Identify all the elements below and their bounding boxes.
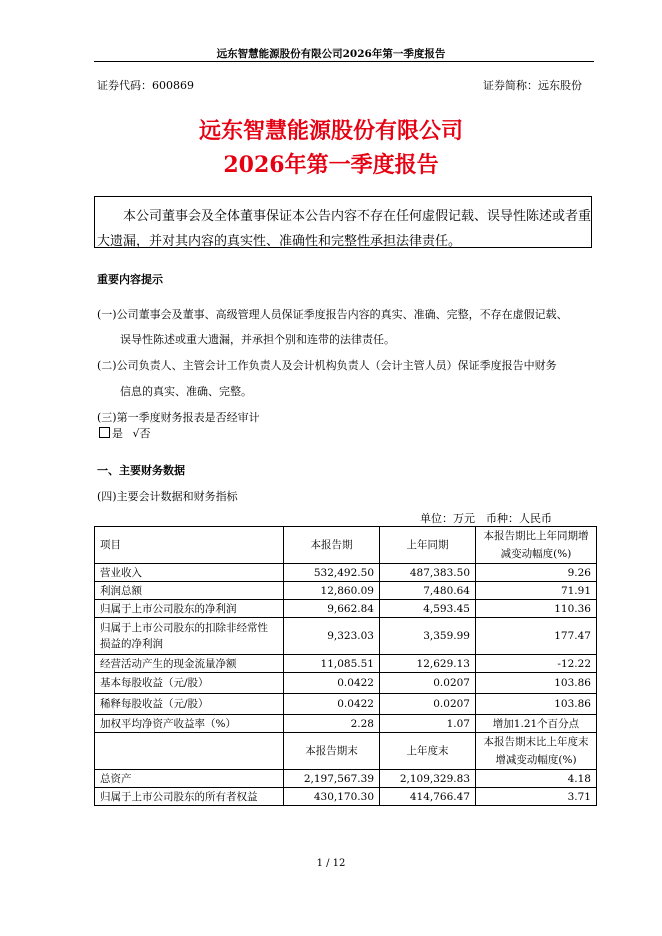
highlight-item-1-cont: 误导性陈述或重大遗漏，并承担个别和连带的法律责任。: [120, 333, 395, 346]
report-title: 2026年第一季度报告: [223, 152, 439, 178]
header-cell: 本报告期末比上年度末增减变动幅度(%): [476, 733, 597, 770]
stock-short-name: 证券简称：远东股份: [483, 79, 582, 92]
section-subheading: (四)主要会计数据和财务指标: [97, 490, 238, 503]
cell-value: 103.86: [476, 694, 597, 715]
cell-value: 532,492.50: [284, 564, 380, 582]
cell-value: 71.91: [476, 582, 597, 600]
audit-answer: [99, 425, 151, 441]
cell-value: 0.0207: [380, 673, 476, 694]
header-cell: 本报告期: [284, 527, 380, 564]
row-label: 总资产: [95, 770, 284, 788]
cell-value: 增加1.21个百分点: [476, 715, 597, 733]
cell-value: -12.22: [476, 655, 597, 673]
table-row: [95, 673, 597, 694]
highlight-item-2: (二)公司负责人、主管会计工作负责人及会计机构负责人（会计主管人员）保证季度报告中财务: [97, 359, 557, 372]
highlight-item-1: (一)公司董事会及董事、高级管理人员保证季度报告内容的真实、准确、完整，不存在虚假记载、: [97, 308, 568, 321]
running-header: 远东智慧能源股份有限公司2026年第一季度报告: [216, 48, 446, 60]
cell-value: 3.71: [476, 788, 597, 806]
header-cell: 项目: [95, 527, 284, 564]
cell-value: 4,593.45: [380, 600, 476, 618]
row-label: 稀释每股收益（元/股）: [95, 694, 284, 715]
cell-value: 1.07: [380, 715, 476, 733]
cell-value: 3,359.99: [380, 618, 476, 655]
highlight-item-3: (三)第一季度财务报表是否经审计: [97, 411, 260, 424]
table-row: [95, 715, 597, 733]
header-cell: [95, 733, 284, 770]
row-label: 加权平均净资产收益率（%）: [95, 715, 284, 733]
header-cell: 本报告期末: [284, 733, 380, 770]
cell-value: 0.0422: [284, 694, 380, 715]
table-row: [95, 564, 597, 582]
header-cell: 上年同期: [380, 527, 476, 564]
row-label: 经营活动产生的现金流量净额: [95, 655, 284, 673]
table-row: [95, 694, 597, 715]
checkbox-yes: [99, 427, 110, 438]
cell-value: 4.18: [476, 770, 597, 788]
no-checked-label: √否: [132, 427, 151, 440]
cell-value: 11,085.51: [284, 655, 380, 673]
cell-value: 2.28: [284, 715, 380, 733]
cell-value: 9,662.84: [284, 600, 380, 618]
cell-value: 2,197,567.39: [284, 770, 380, 788]
cell-value: 487,383.50: [380, 564, 476, 582]
cell-value: 177.47: [476, 618, 597, 655]
row-label: 归属于上市公司股东的扣除非经常性损益的净利润: [95, 618, 284, 655]
table-row: [95, 770, 597, 788]
table-header-row: [95, 527, 597, 564]
yes-label: 是: [112, 427, 123, 440]
row-label: 归属于上市公司股东的净利润: [95, 600, 284, 618]
cell-value: 12,629.13: [380, 655, 476, 673]
company-title: 远东智慧能源股份有限公司: [198, 118, 463, 144]
cell-value: 0.0207: [380, 694, 476, 715]
page-number: 1 / 12: [316, 858, 346, 869]
stock-code: 证券代码：600869: [97, 79, 194, 92]
row-label: 归属于上市公司股东的所有者权益: [95, 788, 284, 806]
cell-value: 0.0422: [284, 673, 380, 694]
header-rule: [94, 61, 594, 62]
header-cell: 上年度末: [380, 733, 476, 770]
financial-data-table: [94, 526, 597, 806]
unit-currency-label: 单位：万元 币种：人民币: [420, 512, 552, 525]
board-notice-text: 本公司董事会及全体董事保证本公告内容不存在任何虚假记载、误导性陈述或者重大遗漏，并对其内容的真实性、准确性和完整性承担法律责任。: [97, 209, 592, 249]
table-row: [95, 788, 597, 806]
cell-value: 7,480.64: [380, 582, 476, 600]
table-row: [95, 618, 597, 655]
section-heading: 一、主要财务数据: [97, 464, 185, 477]
cell-value: 2,109,329.83: [380, 770, 476, 788]
row-label: 营业收入: [95, 564, 284, 582]
table-row: [95, 655, 597, 673]
row-label: 基本每股收益（元/股）: [95, 673, 284, 694]
board-notice-box: [94, 196, 592, 248]
table-row: [95, 600, 597, 618]
cell-value: 414,766.47: [380, 788, 476, 806]
highlight-item-2-cont: 信息的真实、准确、完整。: [120, 385, 252, 398]
highlights-heading: 重要内容提示: [97, 273, 163, 286]
cell-value: 430,170.30: [284, 788, 380, 806]
row-label: 利润总额: [95, 582, 284, 600]
cell-value: 110.36: [476, 600, 597, 618]
cell-value: 12,860.09: [284, 582, 380, 600]
cell-value: 103.86: [476, 673, 597, 694]
header-cell: 本报告期比上年同期增减变动幅度(%): [476, 527, 597, 564]
cell-value: 9,323.03: [284, 618, 380, 655]
table-row: [95, 582, 597, 600]
table-header-row: [95, 733, 597, 770]
cell-value: 9.26: [476, 564, 597, 582]
